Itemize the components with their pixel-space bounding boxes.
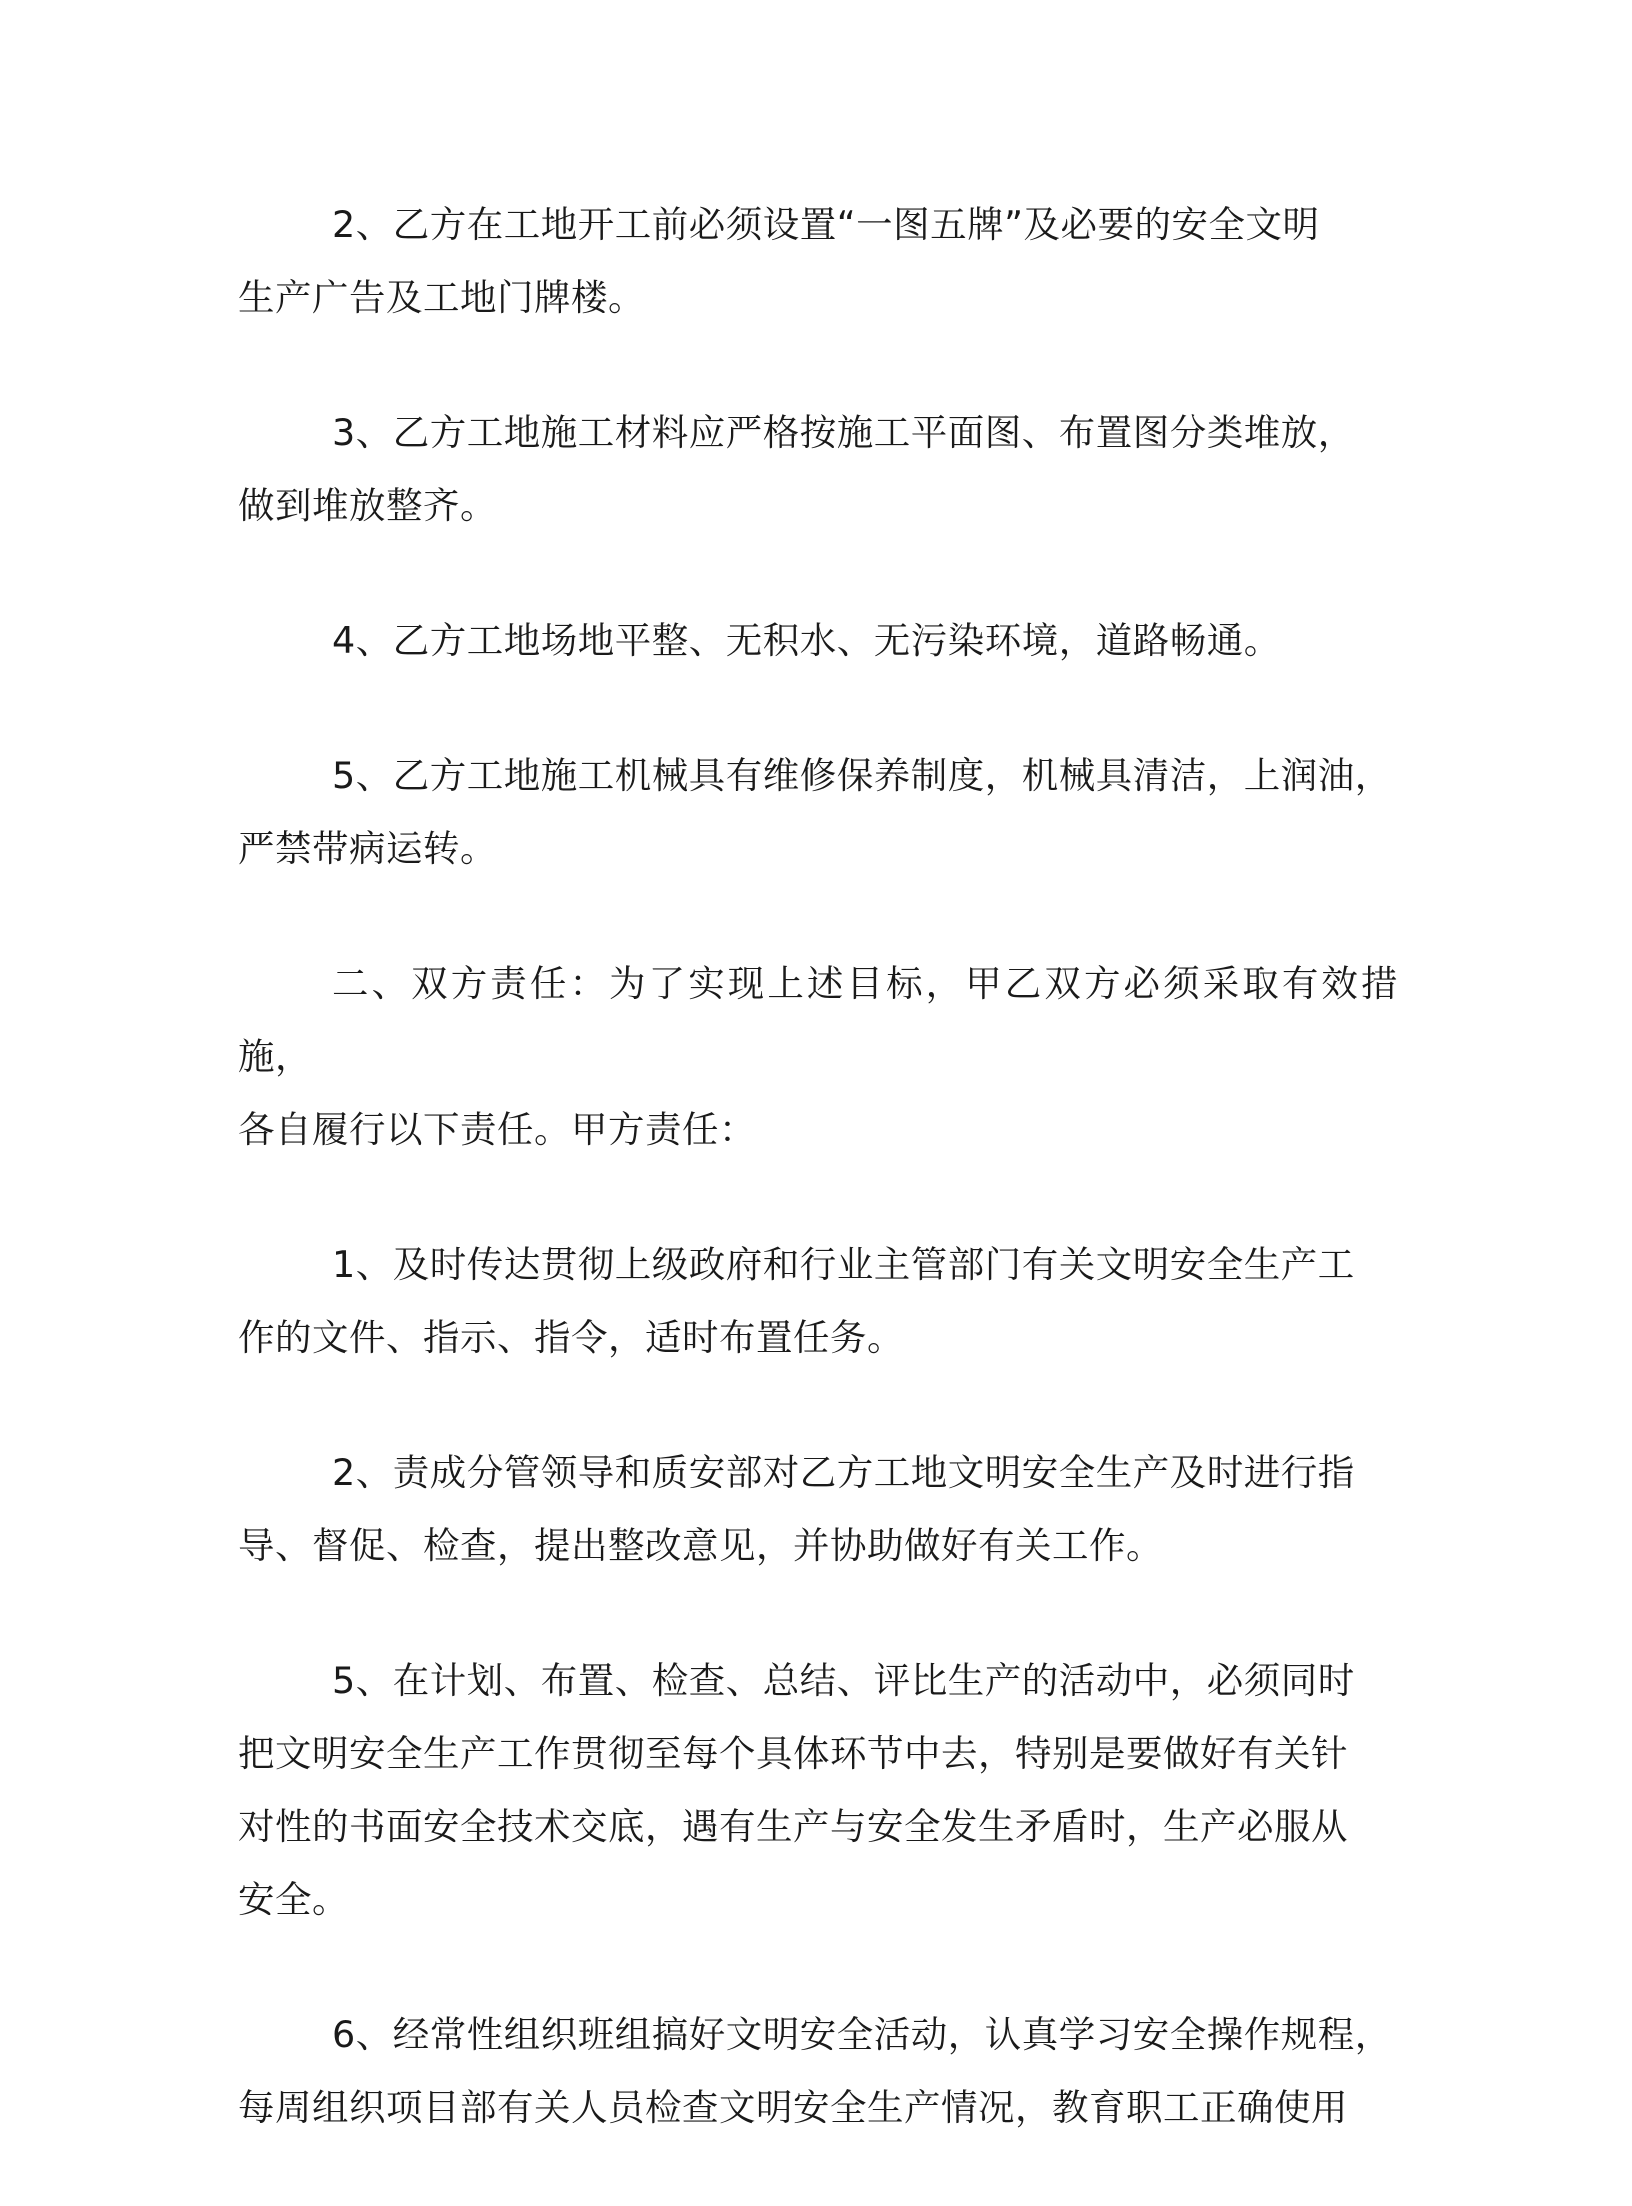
text-line: 对性的书面安全技术交底，遇有生产与安全发生矛盾时，生产必服从 — [238, 1805, 1348, 1848]
text-line: 生产广告及工地门牌楼。 — [238, 276, 645, 319]
text-line: 3、乙方工地施工材料应严格按施工平面图、布置图分类堆放， — [332, 411, 1355, 454]
text-line: 每周组织项目部有关人员检查文明安全生产情况，教育职工正确使用 — [238, 2086, 1348, 2129]
paragraph-party-a-item-6 — [238, 1998, 1398, 2144]
text-line: 导、督促、检查，提出整改意见，并协助做好有关工作。 — [238, 1524, 1163, 1567]
text-line: 严禁带病运转。 — [238, 827, 497, 870]
paragraph-section-two-responsibilities — [238, 947, 1398, 1166]
text-line: 2、责成分管领导和质安部对乙方工地文明安全生产及时进行指 — [332, 1451, 1355, 1494]
text-line: 二、双方责任：为了实现上述目标，甲乙双方必须采取有效措施， — [238, 962, 1398, 1078]
text-line: 5、乙方工地施工机械具有维修保养制度，机械具清洁，上润油， — [332, 754, 1392, 797]
text-line: 作的文件、指示、指令，适时布置任务。 — [238, 1316, 904, 1359]
text-line: 6、经常性组织班组搞好文明安全活动，认真学习安全操作规程， — [332, 2013, 1392, 2056]
paragraph-item-5-machinery — [238, 739, 1398, 885]
text-line: 把文明安全生产工作贯彻至每个具体环节中去，特别是要做好有关针 — [238, 1732, 1348, 1775]
text-line: 5、在计划、布置、检查、总结、评比生产的活动中，必须同时 — [332, 1659, 1355, 1702]
text-line: 1、及时传达贯彻上级政府和行业主管部门有关文明安全生产工 — [332, 1243, 1355, 1286]
document-body — [238, 188, 1398, 2206]
text-line: 4、乙方工地场地平整、无积水、无污染环境，道路畅通。 — [332, 619, 1281, 662]
paragraph-party-a-item-1 — [238, 1228, 1398, 1374]
text-line: 安全。 — [238, 1878, 349, 1921]
text-line: 做到堆放整齐。 — [238, 484, 497, 527]
paragraph-item-2-signage — [238, 188, 1398, 334]
paragraph-party-a-item-5 — [238, 1644, 1398, 1936]
paragraph-item-3-materials — [238, 396, 1398, 542]
paragraph-party-a-item-2 — [238, 1436, 1398, 1582]
paragraph-item-4-site — [238, 604, 1398, 677]
text-line: 各自履行以下责任。甲方责任： — [238, 1108, 756, 1151]
text-line: 2、乙方在工地开工前必须设置“一图五牌”及必要的安全文明 — [332, 203, 1320, 246]
